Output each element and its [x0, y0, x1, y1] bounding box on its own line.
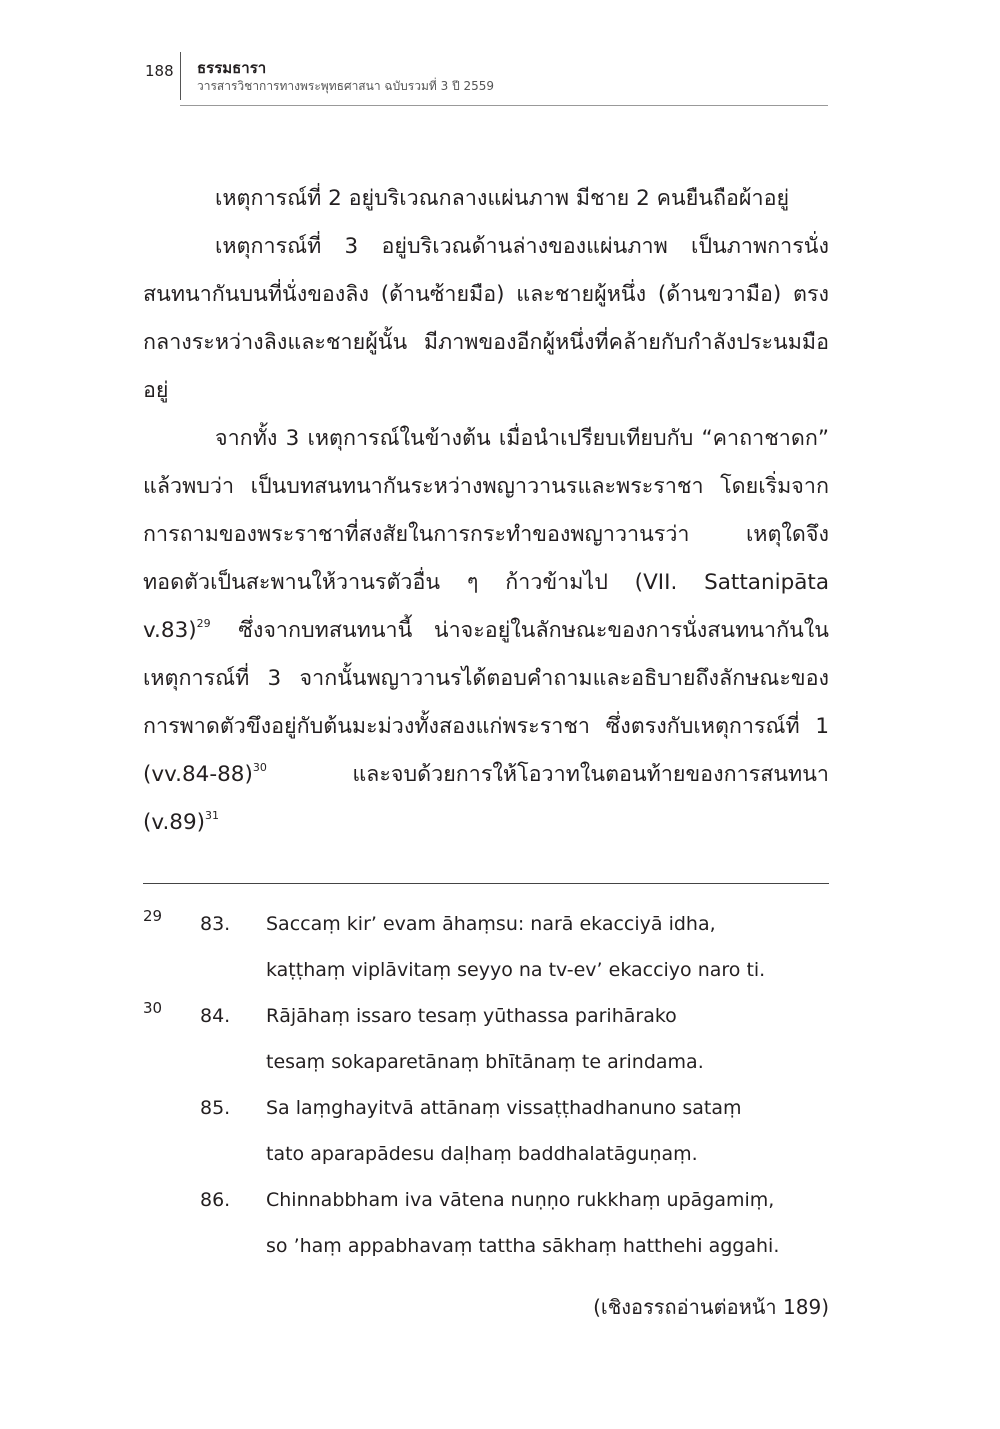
verse-line: Chinnabbham iva vātena nuṇṇo rukkhaṃ upāgamiṃ, [266, 1189, 775, 1211]
verse-number: 85. [200, 1097, 231, 1119]
verse-line: Rājāhaṃ issaro tesaṃ yūthassa parihārako [266, 1005, 677, 1027]
footnote-line [143, 997, 829, 1043]
page-header [0, 0, 1000, 110]
footnote-rule [143, 883, 829, 884]
footnote-line [143, 951, 829, 997]
verse-number: 86. [200, 1189, 231, 1211]
page-number: 188 [145, 62, 174, 80]
verse-line: Sa laṃghayitvā attānaṃ vissaṭṭhadhanuno sataṃ [266, 1097, 742, 1119]
footnote-line [143, 1135, 829, 1181]
paragraph-event-3: เหตุการณ์ที่ 3 อยู่บริเวณด้านล่างของแผ่นภาพ เป็นภาพการนั่งสนทนากันบนที่นั่งของลิง (ด้านซ้ายมือ) และชายผู้หนึ่ง (ด้านขวามือ) ตรงกลางระหว่างลิงและชายผู้นั้น มีภาพของอีกผู้หนึ่งที่คล้ายกับกำลังประนมมืออยู่ [143, 234, 829, 403]
footnote-ref-30: 30 [252, 760, 267, 774]
footnote-continuation: (เชิงอรรถอ่านต่อหน้า 189) [593, 1295, 829, 1319]
verse-line: kaṭṭhaṃ viplāvitaṃ seyyo na tv-ev’ ekacciyo naro ti. [266, 959, 766, 981]
journal-name: ธรรมธารา [197, 59, 267, 77]
body-text [143, 175, 829, 847]
verse-line: tesaṃ sokaparetānaṃ bhītānaṃ te arindama. [266, 1051, 704, 1073]
footnote-ref-29: 29 [196, 616, 211, 630]
header-divider [180, 52, 181, 100]
footnote-mark: 30 [143, 999, 163, 1017]
paragraph-text: ซึ่งจากบทสนทนานี้ น่าจะอยู่ในลักษณะของการนั่งสนทนากันในเหตุการณ์ที่ 3 จากนั้นพญาวานรได้ตอบคำถามและอธิบายถึงลักษณะของการพาดตัวขึงอยู่กับต้นมะม่วงทั้งสองแก่พระราชา ซึ่งตรงกับเหตุการณ์ที่ 1 (vv.84-88) [143, 618, 829, 787]
paragraph-event-2: เหตุการณ์ที่ 2 อยู่บริเวณกลางแผ่นภาพ มีชาย 2 คนยืนถือผ้าอยู่ [215, 186, 790, 211]
verse-line: tato aparapādesu daḷhaṃ baddhalatāguṇaṃ. [266, 1143, 698, 1165]
header-rule [180, 105, 828, 106]
verse-number: 84. [200, 1005, 231, 1027]
footnote-line [143, 1227, 829, 1273]
paragraph-text: จากทั้ง 3 เหตุการณ์ในข้างต้น เมื่อนำเปรียบเทียบกับ “คาถาชาดก” แล้วพบว่า เป็นบทสนทนากันระหว่างพญาวานรและพระราชา โดยเริ่มจากการถามของพระราชาที่สงสัยในการกระทำของพญาวานรว่า เหตุใดจึงทอดตัวเป็นสะพานให้วานรตัวอื่น ๆ ก้าวข้ามไป (VII. Sattanipāta v.83) [143, 426, 829, 643]
paragraph-text: และจบด้วยการให้โอวาทในตอนท้ายของการสนทนา (v.89) [143, 762, 829, 835]
verse-line: so ’haṃ appabhavaṃ tattha sākhaṃ hatthehi aggahi. [266, 1235, 780, 1257]
journal-subtitle: วารสารวิชาการทางพระพุทธศาสนา ฉบับรวมที่ 3 ปี 2559 [197, 79, 495, 93]
footnote-ref-31: 31 [205, 808, 220, 822]
footnote-line [143, 905, 829, 951]
verse-number: 83. [200, 913, 231, 935]
footnotes [143, 905, 829, 1273]
verse-line: Saccaṃ kir’ evam āhaṃsu: narā ekacciyā idha, [266, 913, 716, 935]
footnote-line [143, 1043, 829, 1089]
footnote-line [143, 1089, 829, 1135]
footnote-mark: 29 [143, 907, 163, 925]
paragraph-comparison [143, 415, 829, 847]
footnote-line [143, 1181, 829, 1227]
